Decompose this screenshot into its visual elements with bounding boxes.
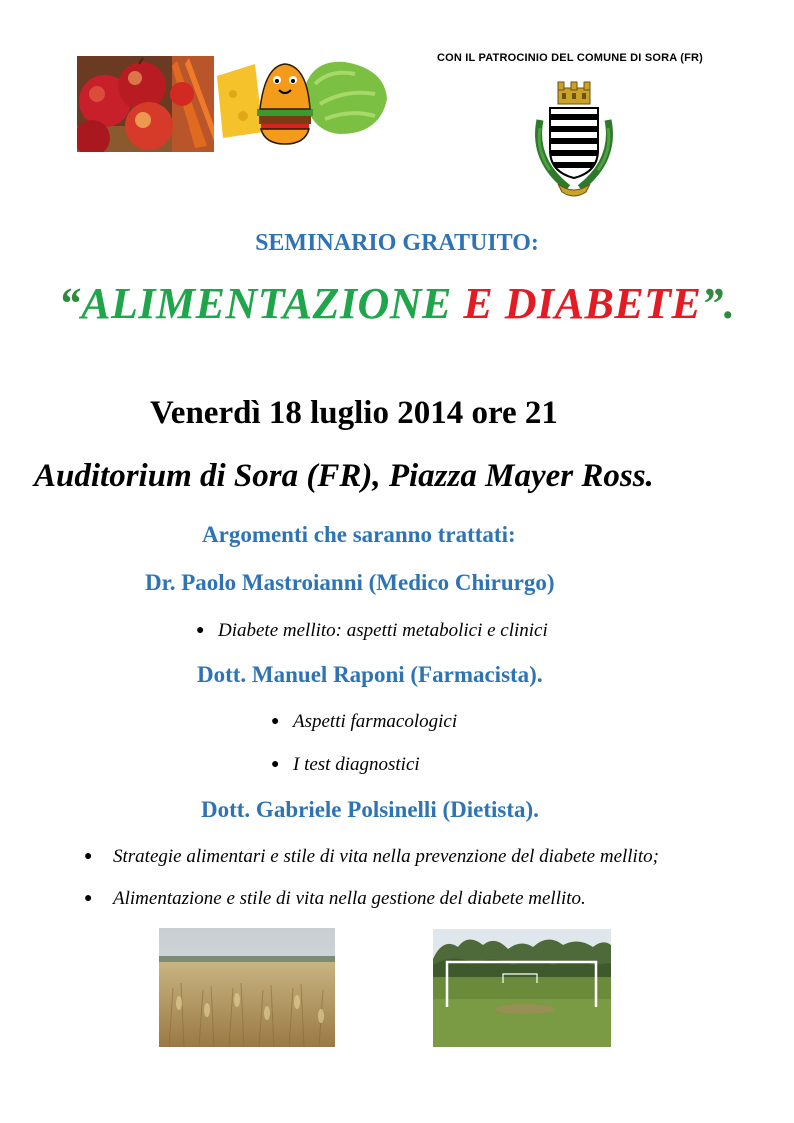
bullet-icon: ● [271,757,280,772]
seminar-label: SEMINARIO GRATUITO: [255,230,539,256]
topic-text: Diabete mellito: aspetti metabolici e clinici [218,620,548,641]
list-item [271,754,420,776]
list-item [196,620,548,642]
speaker-name: Dr. Paolo Mastroianni (Medico Chirurgo) [145,570,555,595]
soccer-field-photo [433,929,611,1047]
topics-heading: Argomenti che saranno trattati: [202,522,516,547]
speaker-name: Dott. Manuel Raponi (Farmacista). [197,662,543,687]
title-close-quote: ” [701,279,724,328]
topic-text: Strategie alimentari e stile di vita nella prevenzione del diabete mellito; [113,846,659,867]
bullet-icon: ● [84,891,93,906]
patronage-text: CON IL PATROCINIO DEL COMUNE DI SORA (FR) [436,52,704,64]
bullet-icon: ● [271,714,280,729]
sora-coat-of-arms [528,80,620,200]
seminar-title [0,278,794,329]
burger-clipart-image [215,54,390,150]
bullet-icon: ● [84,849,93,864]
topic-text: I test diagnostici [293,754,420,775]
list-item [84,888,586,910]
event-place: Auditorium di Sora (FR), Piazza Mayer Ross. [34,458,654,494]
speaker-name: Dott. Gabriele Polsinelli (Dietista). [201,797,539,822]
wheat-field-photo [159,928,335,1047]
event-date-time: Venerdì 18 luglio 2014 ore 21 [150,395,558,431]
topic-text: Aspetti farmacologici [293,711,458,732]
title-part-diabete: E DIABETE [463,279,702,328]
list-item [271,711,457,733]
title-part-alimentazione: ALIMENTAZIONE [81,279,464,328]
list-item [84,846,659,868]
title-open-quote: “ [58,279,82,328]
fruit-and-vegetables-image [77,56,214,152]
bullet-icon: ● [196,623,205,638]
title-end-dot: . [723,279,736,328]
topic-text: Alimentazione e stile di vita nella gestione del diabete mellito. [113,888,586,909]
